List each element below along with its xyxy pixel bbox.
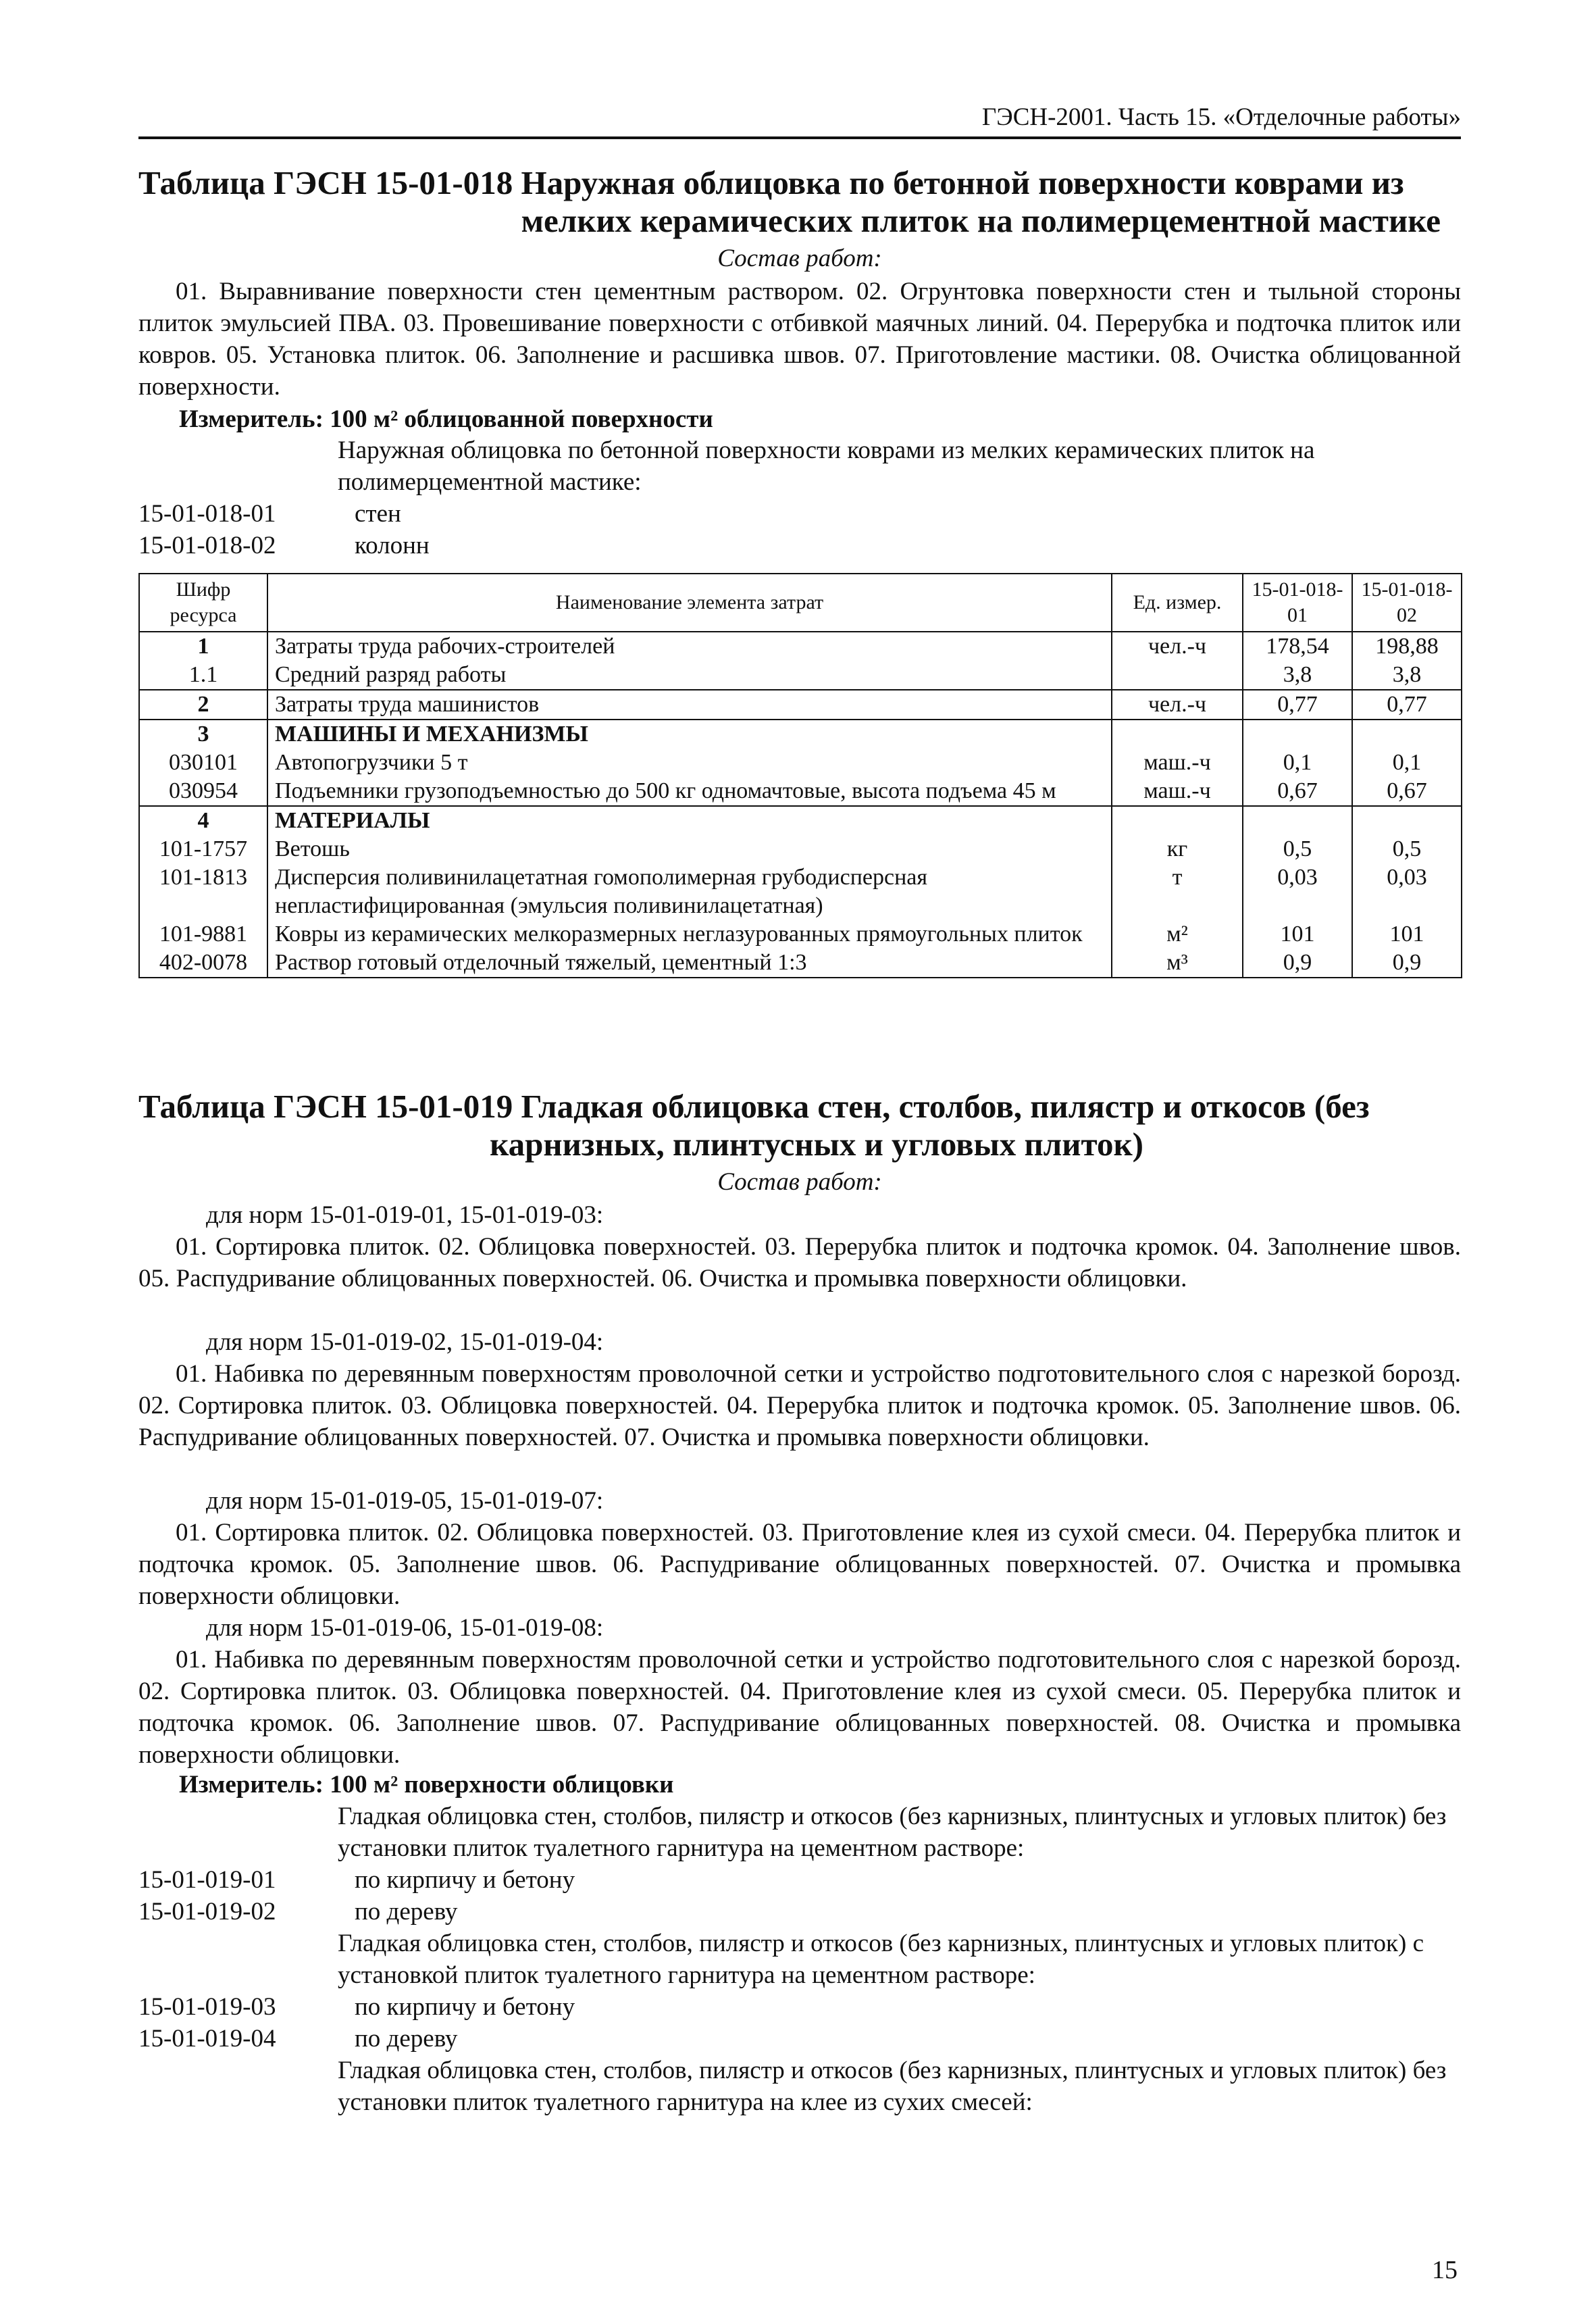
norm-text: колонн — [355, 532, 430, 559]
table-row — [139, 835, 1462, 863]
norm-2-value-cell: 0,5 — [1352, 835, 1462, 863]
norm-1-value-cell: 0,1 — [1243, 749, 1352, 777]
table-row — [139, 749, 1462, 777]
table-19-desc-2: Гладкая облицовка стен, столбов, пилястр и откосов (без карнизных, плинтусных и угловых плиток) с установкой плиток туалетного гарнитура на цементном растворе: — [338, 1930, 1424, 1989]
resource-code-cell: 101-1813 — [139, 863, 267, 920]
norm-code: 15-01-019-02 — [138, 1898, 276, 1926]
table-row — [139, 949, 1462, 978]
resource-table-header — [139, 574, 1462, 632]
resource-code-cell: 1.1 — [139, 661, 267, 690]
resource-name-cell: Подъемники грузоподъемностью до 500 кг одномачтовые, высота подъема 45 м — [267, 777, 1112, 806]
norm-1-value-cell: 0,67 — [1243, 777, 1352, 806]
resource-code-cell: 402-0078 — [139, 949, 267, 978]
unit-cell — [1112, 661, 1243, 690]
header-unit: Ед. измер. — [1112, 574, 1243, 632]
table-19-title-line2: карнизных, плинтусных и угловых плиток) — [490, 1126, 1143, 1163]
resource-code-cell: 101-9881 — [139, 920, 267, 949]
table-row — [139, 632, 1462, 661]
table-row — [139, 777, 1462, 806]
table-19-measure: Измеритель: 100 м² поверхности облицовки — [179, 1771, 674, 1799]
norm-1-value-cell: 0,77 — [1243, 690, 1352, 720]
norm-1-value-cell: 0,5 — [1243, 835, 1352, 863]
norm-row-15-01-018-01 — [138, 498, 1461, 530]
norm-2-value-cell: 0,1 — [1352, 749, 1462, 777]
resource-group — [139, 632, 1462, 690]
norm-2-value-cell — [1352, 806, 1462, 835]
table-18-title — [138, 164, 1461, 240]
resource-name-cell: Автопогрузчики 5 т — [267, 749, 1112, 777]
norm-1-value-cell: 101 — [1243, 920, 1352, 949]
table-row — [139, 720, 1462, 749]
work-group-head-3: для норм 15-01-019-05, 15-01-019-07: — [206, 1487, 604, 1515]
work-group-text-3: 01. Сортировка плиток. 02. Облицовка поверхностей. 03. Приготовление клея из сухой смеси. 04. Перерубка плиток и подточка кромок. 05. Заполнение швов. 06. Распудривание облицованных поверхностей. 07. Очистка и промывка поверхности облицовки. — [138, 1519, 1461, 1610]
norm-code: 15-01-018-01 — [138, 500, 276, 528]
header-norm-2: 15-01-018-02 — [1352, 574, 1462, 632]
resource-group — [139, 806, 1462, 978]
norm-code: 15-01-019-03 — [138, 1993, 276, 2021]
unit-cell: маш.-ч — [1112, 777, 1243, 806]
table-18-work-text: 01. Выравнивание поверхности стен цементным раствором. 02. Огрунтовка поверхности стен и тыльной стороны плиток эмульсией ПВА. 03. Провешивание поверхности с отбивкой маячных линий. 04. Перерубка и подточка плиток или ковров. 05. Установка плиток. 06. Заполнение и расшивка швов. 07. Приготовление мастики. 08. Очистка облицованной поверхности. — [138, 278, 1461, 401]
norm-row-15-01-018-02 — [138, 530, 1461, 561]
norm-code: 15-01-018-02 — [138, 532, 276, 559]
table-row — [139, 863, 1462, 920]
norm-row-15-01-019-02 — [138, 1896, 1461, 1928]
resource-code-cell: 1 — [139, 632, 267, 661]
table-19-desc-3: Гладкая облицовка стен, столбов, пилястр и откосов (без карнизных, плинтусных и угловых плиток) без установки плиток туалетного гарнитура на клее из сухих смесей: — [338, 2057, 1447, 2116]
norm-1-value-cell: 178,54 — [1243, 632, 1352, 661]
work-group-text-1: 01. Сортировка плиток. 02. Облицовка поверхностей. 03. Перерубка плиток и подточка кромок. 04. Заполнение швов. 05. Распудривание облицованных поверхностей. 06. Очистка и промывка поверхности облицовки. — [138, 1233, 1461, 1292]
table-18-title-line1: Таблица ГЭСН 15-01-018 Наружная облицовка по бетонной поверхности коврами из — [138, 164, 1404, 201]
resource-name-cell: Затраты труда рабочих-строителей — [267, 632, 1112, 661]
table-row — [139, 661, 1462, 690]
resource-group — [139, 720, 1462, 806]
norm-2-value-cell: 0,77 — [1352, 690, 1462, 720]
running-header: ГЭСН-2001. Часть 15. «Отделочные работы» — [138, 101, 1461, 139]
resource-name-cell: Дисперсия поливинилацетатная гомополимерная грубодисперсная непластифицированная (эмульсия поливинилацетатная) — [267, 863, 1112, 920]
resource-name-cell: Раствор готовый отделочный тяжелый, цементный 1:3 — [267, 949, 1112, 978]
resource-name-cell: МАТЕРИАЛЫ — [267, 806, 1112, 835]
unit-cell: м³ — [1112, 949, 1243, 978]
resource-name-cell: Ковры из керамических мелкоразмерных неглазурованных прямоугольных плиток — [267, 920, 1112, 949]
norm-2-value-cell: 0,03 — [1352, 863, 1462, 920]
norm-code: 15-01-019-01 — [138, 1866, 276, 1894]
norm-row-15-01-019-03 — [138, 1991, 1461, 2023]
unit-cell — [1112, 806, 1243, 835]
table-row — [139, 920, 1462, 949]
table-row — [139, 690, 1462, 720]
resource-code-cell: 030101 — [139, 749, 267, 777]
norm-2-value-cell: 0,67 — [1352, 777, 1462, 806]
work-group-head-4: для норм 15-01-019-06, 15-01-019-08: — [206, 1614, 604, 1642]
norm-1-value-cell: 0,9 — [1243, 949, 1352, 978]
table-18-norm-description: Наружная облицовка по бетонной поверхности коврами из мелких керамических плиток на полимерцементной мастике: — [338, 436, 1315, 496]
work-group-text-4: 01. Набивка по деревянным поверхностям проволочной сетки и устройство подготовительного слоя с нарезкой борозд. 02. Сортировка плиток. 03. Облицовка поверхностей. 04. Приготовление клея из сухой смеси. 05. Перерубка плиток и подточка кромок. 06. Заполнение швов. 07. Распудривание облицованных поверхностей. 08. Очистка и промывка поверхности облицовки. — [138, 1646, 1461, 1769]
resource-table-15-01-018 — [138, 573, 1462, 978]
resource-group — [139, 690, 1462, 720]
norm-1-value-cell: 3,8 — [1243, 661, 1352, 690]
table-18-title-line2: мелких керамических плиток на полимерцементной мастике — [521, 202, 1441, 239]
norm-2-value-cell: 3,8 — [1352, 661, 1462, 690]
norm-1-value-cell: 0,03 — [1243, 863, 1352, 920]
norm-1-value-cell — [1243, 806, 1352, 835]
resource-code-cell: 030954 — [139, 777, 267, 806]
resource-name-cell: Средний разряд работы — [267, 661, 1112, 690]
table-19-title — [138, 1088, 1461, 1163]
unit-cell — [1112, 720, 1243, 749]
unit-cell: чел.-ч — [1112, 632, 1243, 661]
norm-1-value-cell — [1243, 720, 1352, 749]
header-name: Наименование элемента затрат — [267, 574, 1112, 632]
norm-2-value-cell: 198,88 — [1352, 632, 1462, 661]
table-19-desc-1: Гладкая облицовка стен, столбов, пилястр и откосов (без карнизных, плинтусных и угловых плиток) без установки плиток туалетного гарнитура на цементном растворе: — [338, 1803, 1447, 1862]
work-group-head-2: для норм 15-01-019-02, 15-01-019-04: — [206, 1328, 604, 1356]
resource-code-cell: 101-1757 — [139, 835, 267, 863]
norm-text: по дереву — [355, 1898, 458, 1926]
norm-2-value-cell — [1352, 720, 1462, 749]
unit-cell: чел.-ч — [1112, 690, 1243, 720]
resource-code-cell: 3 — [139, 720, 267, 749]
norm-text: по дереву — [355, 2025, 458, 2053]
resource-name-cell: Ветошь — [267, 835, 1112, 863]
norm-text: по кирпичу и бетону — [355, 1866, 575, 1894]
resource-code-cell: 2 — [139, 690, 267, 720]
norm-text: стен — [355, 500, 401, 528]
table-18-work-heading: Состав работ: — [717, 245, 882, 272]
norm-row-15-01-019-04 — [138, 2023, 1461, 2055]
unit-cell: маш.-ч — [1112, 749, 1243, 777]
unit-cell: кг — [1112, 835, 1243, 863]
work-group-text-2: 01. Набивка по деревянным поверхностям проволочной сетки и устройство подготовительного слоя с нарезкой борозд. 02. Сортировка плиток. 03. Облицовка поверхностей. 04. Перерубка плиток и подточка кромок. 05. Заполнение швов. 06. Распудривание облицованных поверхностей. 07. Очистка и промывка поверхности облицовки. — [138, 1360, 1461, 1451]
norm-row-15-01-019-01 — [138, 1864, 1461, 1896]
header-norm-1: 15-01-018-01 — [1243, 574, 1352, 632]
norm-text: по кирпичу и бетону — [355, 1993, 575, 2021]
work-group-head-1: для норм 15-01-019-01, 15-01-019-03: — [206, 1201, 604, 1229]
resource-name-cell: МАШИНЫ И МЕХАНИЗМЫ — [267, 720, 1112, 749]
table-19-work-heading: Состав работ: — [717, 1168, 882, 1196]
table-18-measure: Измеритель: 100 м² облицованной поверхности — [179, 405, 713, 433]
norm-code: 15-01-019-04 — [138, 2025, 276, 2053]
table-19-title-line1: Таблица ГЭСН 15-01-019 Гладкая облицовка стен, столбов, пилястр и откосов (без — [138, 1088, 1370, 1125]
norm-2-value-cell: 101 — [1352, 920, 1462, 949]
resource-name-cell: Затраты труда машинистов — [267, 690, 1112, 720]
page-number: 15 — [1432, 2256, 1458, 2284]
table-row — [139, 806, 1462, 835]
unit-cell: т — [1112, 863, 1243, 920]
unit-cell: м² — [1112, 920, 1243, 949]
norm-2-value-cell: 0,9 — [1352, 949, 1462, 978]
header-code: Шифр ресурса — [139, 574, 267, 632]
resource-code-cell: 4 — [139, 806, 267, 835]
